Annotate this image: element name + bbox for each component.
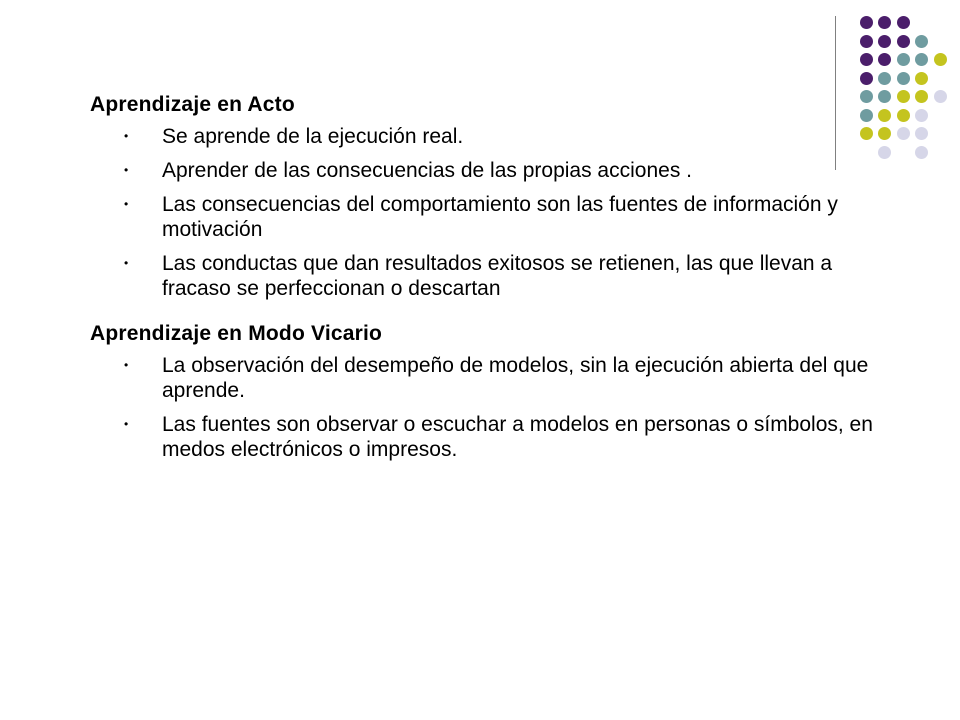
decorative-dot <box>860 53 873 66</box>
decorative-dot <box>878 16 891 29</box>
list-item <box>90 412 900 462</box>
decorative-dot <box>915 53 928 66</box>
section-heading: Aprendizaje en Modo Vicario <box>90 322 383 345</box>
list-item <box>90 192 900 242</box>
decorative-dot <box>915 35 928 48</box>
list-item-text: Las conductas que dan resultados exitosos se retienen, las que llevan a fracaso se perfeccionan o descartan <box>162 252 833 300</box>
bullet-icon: • <box>124 358 129 372</box>
decorative-dot <box>915 90 928 103</box>
list-item <box>90 158 900 183</box>
list-item <box>90 124 900 149</box>
section-aprendizaje-en-acto <box>90 92 900 301</box>
decorative-dot <box>897 53 910 66</box>
list-item-text: La observación del desempeño de modelos, sin la ejecución abierta del que aprende. <box>162 354 869 402</box>
decorative-dot <box>915 72 928 85</box>
decorative-dot <box>897 16 910 29</box>
section-heading: Aprendizaje en Acto <box>90 93 295 116</box>
decorative-dot <box>878 35 891 48</box>
decorative-dot <box>934 90 947 103</box>
bullet-icon: • <box>124 417 129 431</box>
list-item <box>90 251 900 301</box>
list-item-text: Aprender de las consecuencias de las propias acciones . <box>162 159 692 182</box>
list-item-text: Se aprende de la ejecución real. <box>162 125 464 148</box>
bullet-list <box>90 353 900 462</box>
decorative-dot <box>897 35 910 48</box>
decorative-dot <box>860 35 873 48</box>
bullet-icon: • <box>124 163 129 177</box>
bullet-list <box>90 124 900 301</box>
decorative-dot <box>915 146 928 159</box>
decorative-dot <box>878 72 891 85</box>
list-item <box>90 353 900 403</box>
decorative-dot <box>860 72 873 85</box>
decorative-dot <box>915 109 928 122</box>
decorative-dot <box>897 72 910 85</box>
list-item-text: Las fuentes son observar o escuchar a modelos en personas o símbolos, en medos electrónicos o impresos. <box>162 413 873 461</box>
slide-body <box>90 92 900 471</box>
decorative-dot <box>860 16 873 29</box>
bullet-icon: • <box>124 129 129 143</box>
section-aprendizaje-en-modo-vicario <box>90 321 900 462</box>
list-item-text: Las consecuencias del comportamiento son las fuentes de información y motivación <box>162 193 838 241</box>
decorative-dot <box>915 127 928 140</box>
decorative-dot <box>934 53 947 66</box>
decorative-dot <box>878 53 891 66</box>
bullet-icon: • <box>124 256 129 270</box>
bullet-icon: • <box>124 197 129 211</box>
